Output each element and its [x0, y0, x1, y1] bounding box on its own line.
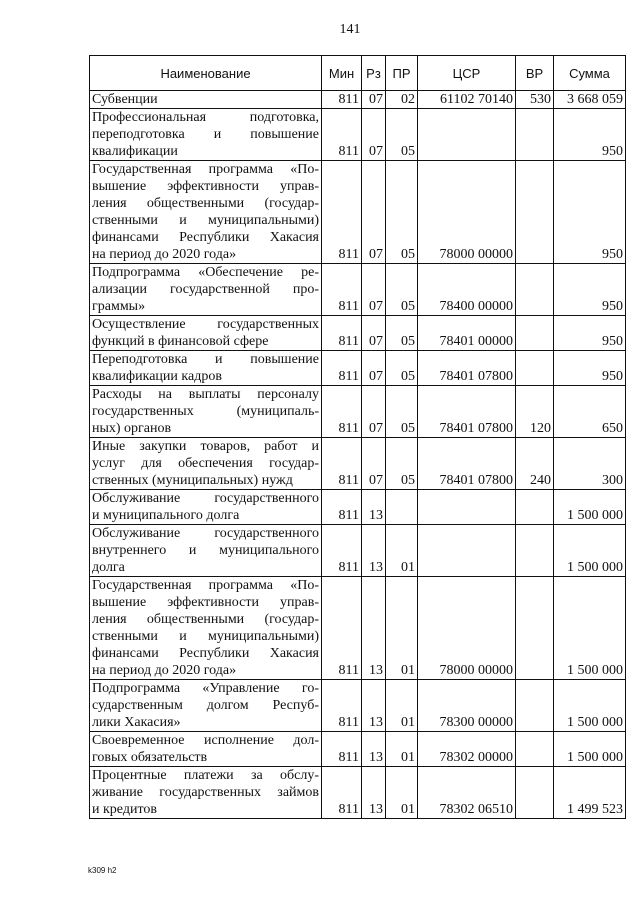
row-rz: 07: [362, 351, 386, 386]
row-csr: 78400 00000: [418, 264, 516, 316]
row-name: [90, 264, 322, 316]
row-name-line: Осуществление государственных: [92, 317, 319, 332]
row-name: [90, 161, 322, 264]
row-csr: 78401 07800: [418, 386, 516, 438]
row-min: 811: [322, 264, 362, 316]
row-csr: 78401 07800: [418, 438, 516, 490]
row-sum: 650: [554, 386, 626, 438]
table-row: [90, 577, 626, 680]
row-name-line: Иные закупки товаров, работ и: [92, 439, 319, 454]
row-rz: 07: [362, 316, 386, 351]
row-sum: 1 500 000: [554, 490, 626, 525]
row-name-line: ственных (муниципальных) нужд: [92, 473, 293, 488]
table-row: [90, 386, 626, 438]
row-pr: 05: [386, 109, 418, 161]
row-vr: [516, 490, 554, 525]
row-pr: 01: [386, 732, 418, 767]
row-rz: 07: [362, 386, 386, 438]
row-sum: 950: [554, 316, 626, 351]
row-name: [90, 767, 322, 819]
table-row: [90, 109, 626, 161]
row-pr: [386, 490, 418, 525]
row-sum: 1 500 000: [554, 732, 626, 767]
row-name-line: лики Хакасия»: [92, 715, 181, 730]
row-sum: 950: [554, 264, 626, 316]
row-vr: [516, 525, 554, 577]
row-csr: [418, 525, 516, 577]
row-pr: 01: [386, 680, 418, 732]
row-name-line: функций в финансовой сфере: [92, 334, 269, 349]
row-name-line: Обслуживание государственного: [92, 491, 319, 506]
table-row: [90, 525, 626, 577]
row-csr: 78401 00000: [418, 316, 516, 351]
row-name-line: и муниципального долга: [92, 508, 240, 523]
row-name-line: сударственным долгом Респуб-: [92, 698, 319, 713]
row-sum: 950: [554, 161, 626, 264]
row-name-line: финансами Республики Хакасия: [92, 230, 319, 245]
table-header-row: [90, 56, 626, 91]
row-name-line: долга: [92, 560, 125, 575]
row-name: [90, 525, 322, 577]
header-vr: ВР: [516, 56, 554, 91]
header-csr: ЦСР: [418, 56, 516, 91]
row-min: 811: [322, 316, 362, 351]
row-name-line: квалификации: [92, 144, 178, 159]
row-min: 811: [322, 91, 362, 109]
row-name: [90, 316, 322, 351]
row-name-line: ления общественными (государ-: [92, 612, 319, 627]
row-sum: 1 500 000: [554, 525, 626, 577]
row-rz: 13: [362, 680, 386, 732]
row-sum: 1 499 523: [554, 767, 626, 819]
table-row: [90, 316, 626, 351]
row-min: 811: [322, 109, 362, 161]
row-vr: 240: [516, 438, 554, 490]
table-row: [90, 438, 626, 490]
row-csr: [418, 109, 516, 161]
row-min: 811: [322, 767, 362, 819]
row-name-line: говых обязательств: [92, 750, 208, 765]
row-rz: 13: [362, 577, 386, 680]
row-sum: 950: [554, 109, 626, 161]
row-pr: 05: [386, 386, 418, 438]
table-row: [90, 680, 626, 732]
row-sum: 950: [554, 351, 626, 386]
row-name-line: Субвенции: [92, 92, 158, 107]
row-csr: [418, 490, 516, 525]
row-rz: 07: [362, 264, 386, 316]
row-rz: 07: [362, 109, 386, 161]
row-name-line: ственными и муниципальными): [92, 629, 319, 644]
row-name-line: вышение эффективности управ-: [92, 179, 319, 194]
row-vr: [516, 316, 554, 351]
table-row: [90, 264, 626, 316]
row-min: 811: [322, 680, 362, 732]
row-name-line: на период до 2020 года»: [92, 247, 237, 262]
row-min: 811: [322, 386, 362, 438]
row-min: 811: [322, 161, 362, 264]
row-rz: 13: [362, 490, 386, 525]
footer-code: k309 h2: [88, 866, 117, 875]
row-name: [90, 351, 322, 386]
row-csr: 78401 07800: [418, 351, 516, 386]
row-min: 811: [322, 438, 362, 490]
budget-table: [89, 55, 626, 819]
row-vr: [516, 109, 554, 161]
row-csr: 78000 00000: [418, 161, 516, 264]
row-name: [90, 386, 322, 438]
row-vr: 530: [516, 91, 554, 109]
row-pr: 02: [386, 91, 418, 109]
row-csr: 61102 70140: [418, 91, 516, 109]
row-name-line: живание государственных займов: [92, 785, 319, 800]
row-vr: [516, 577, 554, 680]
table-row: [90, 91, 626, 109]
row-pr: 05: [386, 316, 418, 351]
row-min: 811: [322, 351, 362, 386]
row-vr: [516, 732, 554, 767]
row-sum: 3 668 059: [554, 91, 626, 109]
row-min: 811: [322, 732, 362, 767]
row-name-line: квалификации кадров: [92, 369, 222, 384]
row-name-line: Обслуживание государственного: [92, 526, 319, 541]
row-pr: 01: [386, 577, 418, 680]
row-rz: 13: [362, 732, 386, 767]
row-name-line: Расходы на выплаты персоналу: [92, 387, 319, 402]
table-row: [90, 351, 626, 386]
row-vr: [516, 161, 554, 264]
row-name: [90, 732, 322, 767]
row-name-line: Переподготовка и повышение: [92, 352, 319, 367]
row-sum: 1 500 000: [554, 680, 626, 732]
row-min: 811: [322, 525, 362, 577]
row-sum: 1 500 000: [554, 577, 626, 680]
row-vr: [516, 767, 554, 819]
row-name-line: Процентные платежи за обслу-: [92, 768, 319, 783]
row-name: [90, 680, 322, 732]
row-vr: [516, 264, 554, 316]
row-rz: 07: [362, 91, 386, 109]
row-name-line: финансами Республики Хакасия: [92, 646, 319, 661]
row-name: [90, 109, 322, 161]
row-csr: 78302 00000: [418, 732, 516, 767]
table-body: [90, 91, 626, 819]
row-rz: 07: [362, 161, 386, 264]
page-number: 141: [339, 22, 361, 37]
row-min: 811: [322, 577, 362, 680]
header-sum: Сумма: [554, 56, 626, 91]
row-name-line: ализации государственной про-: [92, 282, 319, 297]
row-name-line: Профессиональная подготовка,: [92, 110, 319, 125]
header-name: Наименование: [90, 56, 322, 91]
row-name-line: переподготовка и повышение: [92, 127, 319, 142]
row-rz: 13: [362, 767, 386, 819]
row-vr: 120: [516, 386, 554, 438]
row-name-line: внутреннего и муниципального: [92, 543, 319, 558]
row-sum: 300: [554, 438, 626, 490]
row-pr: 05: [386, 438, 418, 490]
row-vr: [516, 680, 554, 732]
row-name-line: и кредитов: [92, 802, 157, 817]
row-name-line: ных) органов: [92, 421, 172, 436]
row-name-line: ления общественными (государ-: [92, 196, 319, 211]
row-name: [90, 91, 322, 109]
row-name-line: Своевременное исполнение дол-: [92, 733, 319, 748]
row-name-line: услуг для обеспечения государ-: [92, 456, 319, 471]
row-name-line: Государственная программа «По-: [92, 162, 319, 177]
table-row: [90, 732, 626, 767]
row-name: [90, 438, 322, 490]
row-name: [90, 577, 322, 680]
row-min: 811: [322, 490, 362, 525]
row-name-line: вышение эффективности управ-: [92, 595, 319, 610]
row-name: [90, 490, 322, 525]
row-rz: 07: [362, 438, 386, 490]
header-pr: ПР: [386, 56, 418, 91]
row-pr: 05: [386, 264, 418, 316]
row-name-line: государственных (муниципаль-: [92, 404, 319, 419]
table-row: [90, 767, 626, 819]
row-csr: 78300 00000: [418, 680, 516, 732]
table-row: [90, 161, 626, 264]
row-name-line: Подпрограмма «Обеспечение ре-: [92, 265, 319, 280]
table-row: [90, 490, 626, 525]
row-csr: 78302 06510: [418, 767, 516, 819]
row-name-line: граммы»: [92, 299, 146, 314]
row-pr: 01: [386, 767, 418, 819]
row-pr: 01: [386, 525, 418, 577]
row-vr: [516, 351, 554, 386]
row-pr: 05: [386, 161, 418, 264]
row-name-line: Подпрограмма «Управление го-: [92, 681, 319, 696]
row-pr: 05: [386, 351, 418, 386]
row-name-line: ственными и муниципальными): [92, 213, 319, 228]
header-rz: Рз: [362, 56, 386, 91]
row-csr: 78000 00000: [418, 577, 516, 680]
row-rz: 13: [362, 525, 386, 577]
row-name-line: Государственная программа «По-: [92, 578, 319, 593]
row-name-line: на период до 2020 года»: [92, 663, 237, 678]
header-min: Мин: [322, 56, 362, 91]
